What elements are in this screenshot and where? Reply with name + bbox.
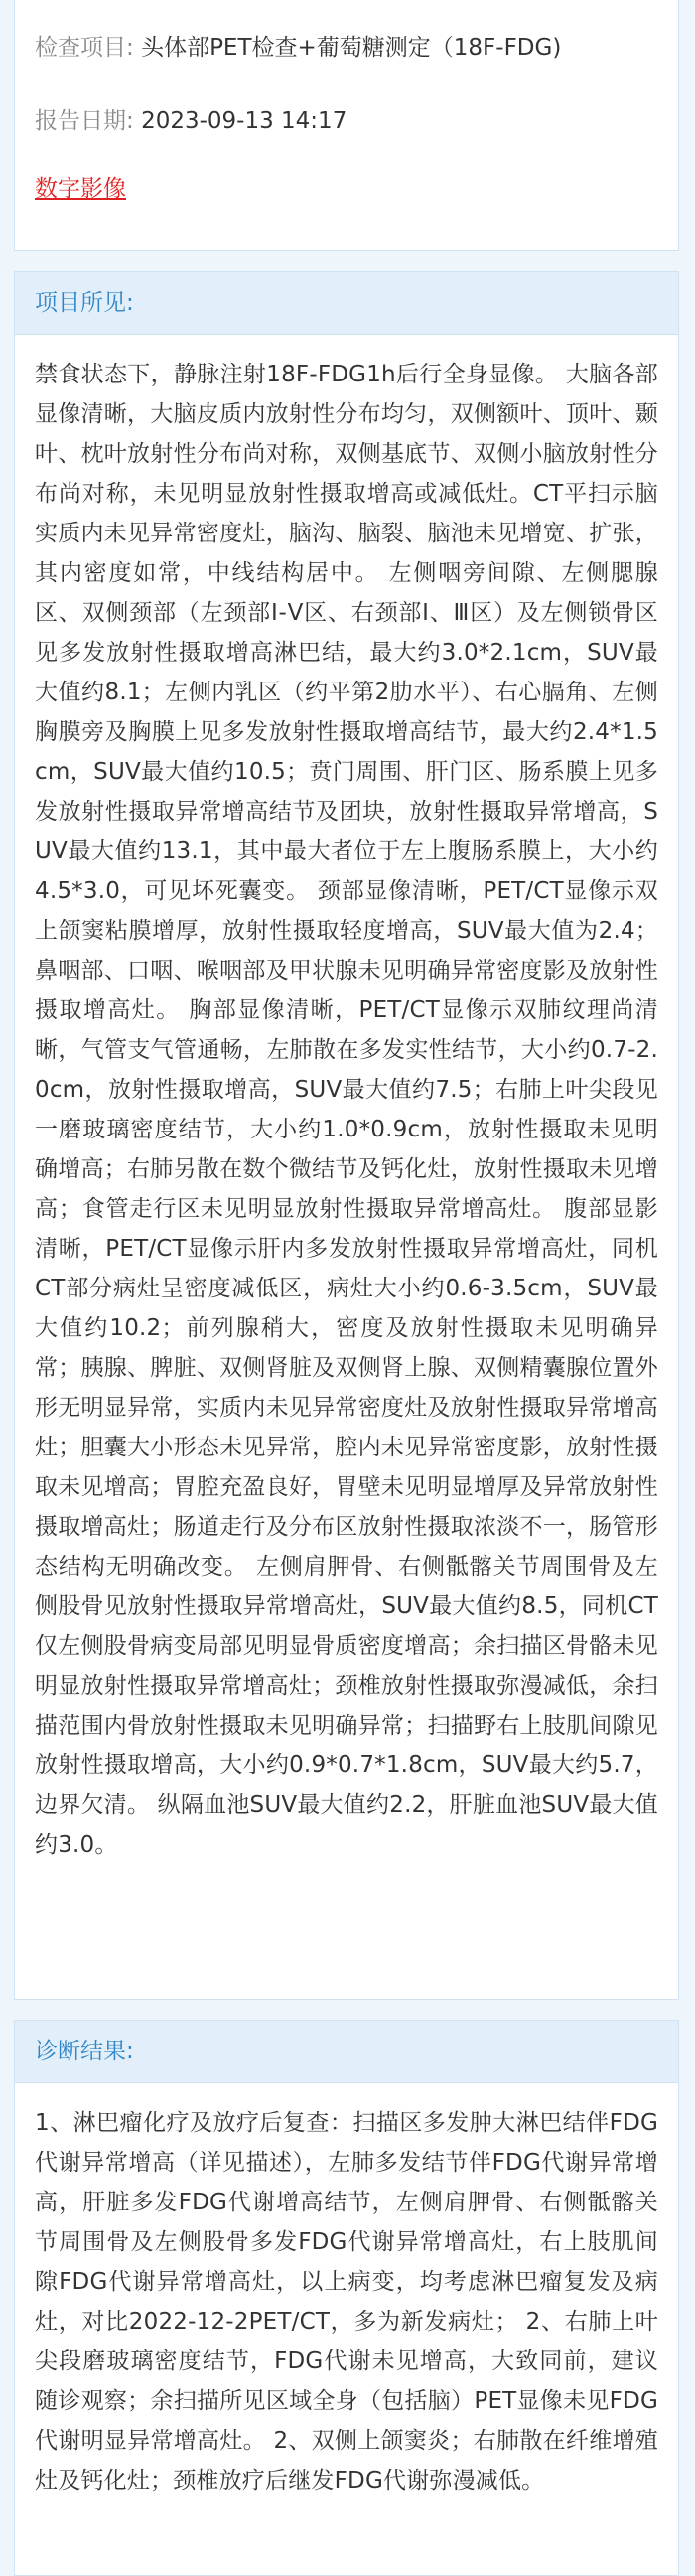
- exam-item-label: 检查项目:: [35, 35, 134, 61]
- diagnosis-text: 1、淋巴瘤化疗及放疗后复查：扫描区多发肿大淋巴结伴FDG代谢异常增高（详见描述），左肺多发结节伴FDG代谢异常增高，肝脏多发FDG代谢增高结节，左侧肩胛骨、右侧骶髂关节周围骨及左侧股骨多发FDG代谢异常增高灶，右上肢肌间隙FDG代谢异常增高灶，以上病变，均考虑淋巴瘤复发及病灶，对比2022-12-2PET/CT，多为新发病灶； 2、右肺上叶尖段磨玻璃密度结节，FDG代谢未见增高，大致同前，建议随诊观察；余扫描所见区域全身（包括脑）PET显像未见FDG代谢明显异常增高灶。 2、双侧上颌窦炎；右肺散在纤维增殖灶及钙化灶；颈椎放疗后继发FDG代谢弥漫减低。: [35, 2110, 658, 2494]
- digital-image-link[interactable]: 数字影像: [35, 176, 126, 202]
- exam-item-row: [35, 29, 561, 62]
- findings-title: 项目所见:: [15, 272, 678, 335]
- report-date-value: 2023-09-13 14:17: [141, 108, 348, 134]
- findings-text: 禁食状态下，静脉注射18F-FDG1h后行全身显像。 大脑各部显像清晰，大脑皮质内放射性分布均匀，双侧额叶、顶叶、颞叶、枕叶放射性分布尚对称，双侧基底节、双侧小脑放射性分布尚对称，未见明显放射性摄取增高或减低灶。CT平扫示脑实质内未见异常密度灶，脑沟、脑裂、脑池未见增宽、扩张，其内密度如常，中线结构居中。 左侧咽旁间隙、左侧腮腺区、双侧颈部（左颈部Ⅰ-Ⅴ区、右颈部Ⅰ、Ⅲ区）及左侧锁骨区见多发放射性摄取增高淋巴结，最大约3.0*2.1cm，SUV最大值约8.1；左侧内乳区（约平第2肋水平）、右心膈角、左侧胸膜旁及胸膜上见多发放射性摄取增高结节，最大约2.4*1.5cm，SUV最大值约10.5；贲门周围、肝门区、肠系膜上见多发放射性摄取异常增高结节及团块，放射性摄取异常增高，SUV最大值约13.1，其中最大者位于左上腹肠系膜上，大小约4.5*3.0，可见坏死囊变。 颈部显像清晰，PET/CT显像示双上颌窦粘膜增厚，放射性摄取轻度增高，SUV最大值为2.4；鼻咽部、口咽、喉咽部及甲状腺未见明确异常密度影及放射性摄取增高灶。 胸部显像清晰，PET/CT显像示双肺纹理尚清晰，气管支气管通畅，左肺散在多发实性结节，大小约0.7-2.0cm，放射性摄取增高，SUV最大值约7.5；右肺上叶尖段见一磨玻璃密度结节，大小约1.0*0.9cm，放射性摄取未见明确增高；右肺另散在数个微结节及钙化灶，放射性摄取未见增高；食管走行区未见明显放射性摄取异常增高灶。 腹部显影清晰，PET/CT显像示肝内多发放射性摄取异常增高灶，同机CT部分病灶呈密度减低区，病灶大小约0.6-3.5cm，SUV最大值约10.2；前列腺稍大，密度及放射性摄取未见明确异常；胰腺、脾脏、双侧肾脏及双侧肾上腺、双侧精囊腺位置外形无明显异常，实质内未见异常密度灶及放射性摄取异常增高灶；胆囊大小形态未见异常，腔内未见异常密度影，放射性摄取未见增高；胃腔充盈良好，胃壁未见明显增厚及异常放射性摄取增高灶；肠道走行及分布区放射性摄取浓淡不一，肠管形态结构无明确改变。 左侧肩胛骨、右侧骶髂关节周围骨及左侧股骨见放射性摄取异常增高灶，SUV最大值约8.5，同机CT仅左侧股骨病变局部见明显骨质密度增高；余扫描区骨骼未见明显放射性摄取异常增高灶；颈椎放射性摄取弥漫减低，余扫描范围内骨放射性摄取未见明确异常；扫描野右上肢肌间隙见放射性摄取增高，大小约0.9*0.7*1.8cm，SUV最大约5.7，边界欠清。 纵隔血池SUV最大值约2.2，肝脏血池SUV最大值约3.0。: [35, 362, 658, 1858]
- exam-item-value: 头体部PET检查+葡萄糖测定（18F-FDG): [141, 35, 562, 61]
- diagnosis-title: 诊断结果:: [15, 2021, 678, 2083]
- diagnosis-card: [14, 2020, 679, 2576]
- findings-card: [14, 271, 679, 2000]
- report-date-label: 报告日期:: [35, 108, 134, 134]
- report-info-card: [14, 0, 679, 251]
- report-date-row: [35, 102, 347, 135]
